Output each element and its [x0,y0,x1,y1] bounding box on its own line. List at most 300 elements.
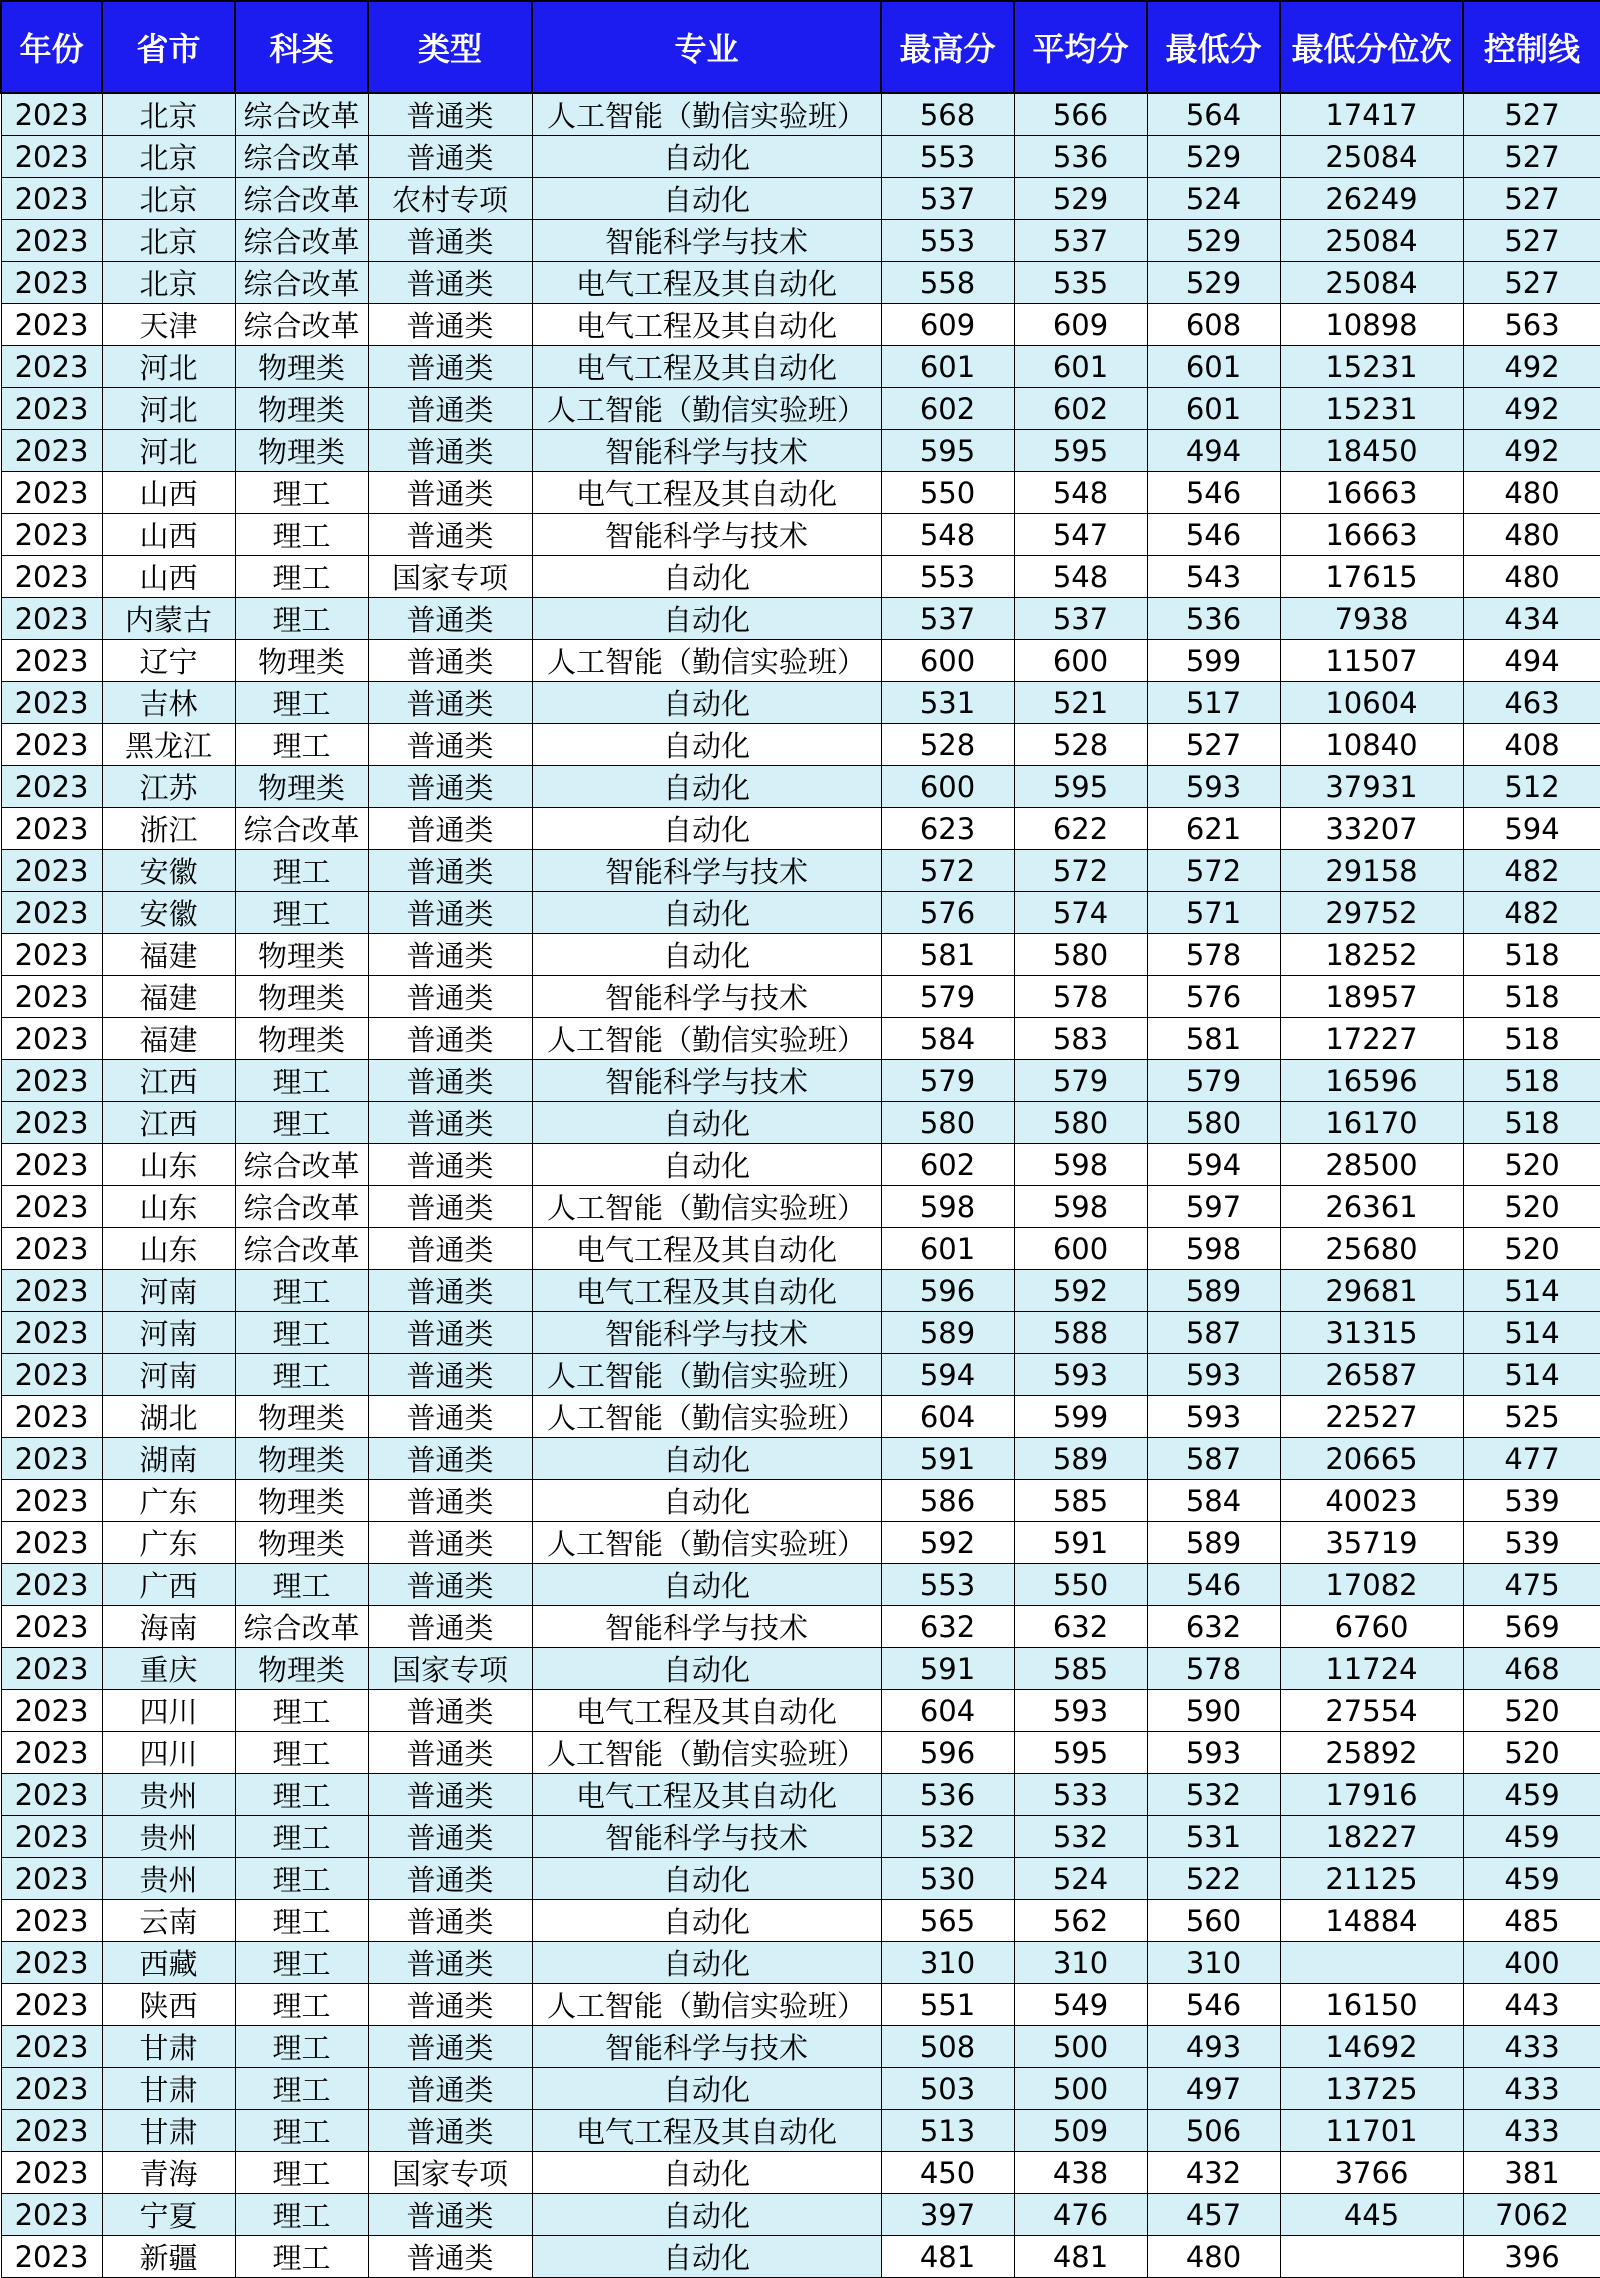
highest-score-cell: 551 [881,1984,1014,2026]
average-score-cell: 632 [1014,1606,1147,1648]
year-cell: 2023 [1,2110,102,2152]
province-cell: 陕西 [102,1984,235,2026]
year-cell: 2023 [1,2068,102,2110]
year-cell: 2023 [1,724,102,766]
province-cell: 四川 [102,1732,235,1774]
lowest-score-cell: 457 [1147,2194,1280,2236]
table-row [1,136,1600,178]
header-control-line: 控制线 [1463,1,1600,93]
highest-score-cell: 558 [881,262,1014,304]
control-line-cell: 381 [1463,2152,1600,2194]
control-line-cell: 434 [1463,598,1600,640]
lowest-rank-cell: 18252 [1280,934,1463,976]
average-score-cell: 549 [1014,1984,1147,2026]
lowest-score-cell: 564 [1147,93,1280,136]
header-year: 年份 [1,1,102,93]
control-line-cell: 477 [1463,1438,1600,1480]
highest-score-cell: 553 [881,556,1014,598]
control-line-cell: 443 [1463,1984,1600,2026]
table-row [1,2152,1600,2194]
control-line-cell: 468 [1463,1648,1600,1690]
type-cell: 普通类 [368,1900,532,1942]
average-score-cell: 537 [1014,598,1147,640]
type-cell: 普通类 [368,724,532,766]
major-cell: 电气工程及其自动化 [532,346,881,388]
lowest-rank-cell: 25084 [1280,262,1463,304]
type-cell: 国家专项 [368,1648,532,1690]
category-cell: 理工 [235,2152,368,2194]
highest-score-cell: 632 [881,1606,1014,1648]
highest-score-cell: 591 [881,1648,1014,1690]
lowest-score-cell: 632 [1147,1606,1280,1648]
province-cell: 北京 [102,93,235,136]
province-cell: 安徽 [102,892,235,934]
highest-score-cell: 591 [881,1438,1014,1480]
category-cell: 综合改革 [235,93,368,136]
table-row [1,1522,1600,1564]
average-score-cell: 532 [1014,1816,1147,1858]
highest-score-cell: 553 [881,220,1014,262]
highest-score-cell: 594 [881,1354,1014,1396]
year-cell: 2023 [1,934,102,976]
year-cell: 2023 [1,262,102,304]
table-row [1,1060,1600,1102]
major-cell: 自动化 [532,2194,881,2236]
province-cell: 江苏 [102,766,235,808]
table-row [1,2026,1600,2068]
major-cell: 自动化 [532,136,881,178]
province-cell: 河北 [102,388,235,430]
province-cell: 海南 [102,1606,235,1648]
control-line-cell: 518 [1463,1060,1600,1102]
lowest-score-cell: 593 [1147,1732,1280,1774]
average-score-cell: 524 [1014,1858,1147,1900]
year-cell: 2023 [1,640,102,682]
province-cell: 北京 [102,136,235,178]
province-cell: 安徽 [102,850,235,892]
lowest-rank-cell: 28500 [1280,1144,1463,1186]
control-line-cell: 433 [1463,2068,1600,2110]
year-cell: 2023 [1,682,102,724]
type-cell: 国家专项 [368,556,532,598]
highest-score-cell: 548 [881,514,1014,556]
type-cell: 普通类 [368,1396,532,1438]
lowest-rank-cell: 7938 [1280,598,1463,640]
lowest-rank-cell: 10840 [1280,724,1463,766]
lowest-score-cell: 621 [1147,808,1280,850]
highest-score-cell: 310 [881,1942,1014,1984]
province-cell: 福建 [102,976,235,1018]
highest-score-cell: 580 [881,1102,1014,1144]
lowest-score-cell: 546 [1147,514,1280,556]
major-cell: 电气工程及其自动化 [532,1270,881,1312]
province-cell: 北京 [102,220,235,262]
major-cell: 自动化 [532,1144,881,1186]
type-cell: 普通类 [368,1606,532,1648]
average-score-cell: 529 [1014,178,1147,220]
type-cell: 普通类 [368,934,532,976]
major-cell: 智能科学与技术 [532,430,881,472]
type-cell: 普通类 [368,1522,532,1564]
highest-score-cell: 602 [881,1144,1014,1186]
major-cell: 自动化 [532,2068,881,2110]
major-cell: 智能科学与技术 [532,2026,881,2068]
highest-score-cell: 601 [881,346,1014,388]
lowest-rank-cell: 20665 [1280,1438,1463,1480]
type-cell: 普通类 [368,1270,532,1312]
type-cell: 普通类 [368,220,532,262]
lowest-score-cell: 546 [1147,472,1280,514]
year-cell: 2023 [1,136,102,178]
type-cell: 农村专项 [368,178,532,220]
province-cell: 吉林 [102,682,235,724]
lowest-rank-cell: 13725 [1280,2068,1463,2110]
province-cell: 河南 [102,1354,235,1396]
lowest-rank-cell: 16150 [1280,1984,1463,2026]
year-cell: 2023 [1,2236,102,2278]
year-cell: 2023 [1,472,102,514]
year-cell: 2023 [1,598,102,640]
average-score-cell: 593 [1014,1690,1147,1732]
lowest-score-cell: 587 [1147,1312,1280,1354]
lowest-score-cell: 536 [1147,598,1280,640]
lowest-score-cell: 529 [1147,136,1280,178]
average-score-cell: 600 [1014,1228,1147,1270]
table-row [1,1816,1600,1858]
lowest-rank-cell: 17916 [1280,1774,1463,1816]
lowest-rank-cell: 22527 [1280,1396,1463,1438]
lowest-score-cell: 517 [1147,682,1280,724]
lowest-rank-cell: 37931 [1280,766,1463,808]
province-cell: 广东 [102,1522,235,1564]
lowest-score-cell: 584 [1147,1480,1280,1522]
major-cell: 智能科学与技术 [532,1060,881,1102]
year-cell: 2023 [1,976,102,1018]
control-line-cell: 520 [1463,1186,1600,1228]
year-cell: 2023 [1,93,102,136]
table-row [1,1396,1600,1438]
control-line-cell: 433 [1463,2110,1600,2152]
province-cell: 贵州 [102,1816,235,1858]
category-cell: 理工 [235,682,368,724]
category-cell: 物理类 [235,766,368,808]
highest-score-cell: 596 [881,1732,1014,1774]
lowest-rank-cell: 445 [1280,2194,1463,2236]
average-score-cell: 537 [1014,220,1147,262]
category-cell: 理工 [235,598,368,640]
category-cell: 综合改革 [235,262,368,304]
lowest-rank-cell: 18450 [1280,430,1463,472]
category-cell: 综合改革 [235,304,368,346]
lowest-rank-cell: 26361 [1280,1186,1463,1228]
lowest-rank-cell: 17615 [1280,556,1463,598]
average-score-cell: 579 [1014,1060,1147,1102]
highest-score-cell: 604 [881,1396,1014,1438]
year-cell: 2023 [1,1942,102,1984]
year-cell: 2023 [1,346,102,388]
lowest-rank-cell: 17082 [1280,1564,1463,1606]
lowest-score-cell: 589 [1147,1270,1280,1312]
lowest-score-cell: 310 [1147,1942,1280,1984]
major-cell: 自动化 [532,808,881,850]
lowest-score-cell: 580 [1147,1102,1280,1144]
highest-score-cell: 600 [881,640,1014,682]
major-cell: 自动化 [532,724,881,766]
table-row [1,1270,1600,1312]
control-line-cell: 512 [1463,766,1600,808]
year-cell: 2023 [1,1312,102,1354]
major-cell: 智能科学与技术 [532,976,881,1018]
lowest-rank-cell [1280,1942,1463,1984]
major-cell: 人工智能（勤信实验班） [532,93,881,136]
province-cell: 山东 [102,1228,235,1270]
province-cell: 甘肃 [102,2026,235,2068]
control-line-cell: 518 [1463,934,1600,976]
province-cell: 甘肃 [102,2068,235,2110]
table-row [1,1984,1600,2026]
category-cell: 理工 [235,724,368,766]
year-cell: 2023 [1,808,102,850]
header-lowest-score: 最低分 [1147,1,1280,93]
lowest-score-cell: 432 [1147,2152,1280,2194]
highest-score-cell: 596 [881,1270,1014,1312]
table-row [1,1900,1600,1942]
category-cell: 理工 [235,1816,368,1858]
control-line-cell: 463 [1463,682,1600,724]
highest-score-cell: 531 [881,682,1014,724]
table-row [1,2110,1600,2152]
year-cell: 2023 [1,1774,102,1816]
major-cell: 智能科学与技术 [532,1606,881,1648]
type-cell: 普通类 [368,304,532,346]
average-score-cell: 481 [1014,2236,1147,2278]
highest-score-cell: 592 [881,1522,1014,1564]
average-score-cell: 585 [1014,1648,1147,1690]
category-cell: 物理类 [235,1438,368,1480]
year-cell: 2023 [1,766,102,808]
table-row [1,1438,1600,1480]
table-row [1,976,1600,1018]
type-cell: 普通类 [368,1732,532,1774]
lowest-rank-cell: 11507 [1280,640,1463,682]
major-cell: 自动化 [532,1648,881,1690]
year-cell: 2023 [1,388,102,430]
average-score-cell: 609 [1014,304,1147,346]
category-cell: 理工 [235,2110,368,2152]
lowest-rank-cell [1280,2236,1463,2278]
lowest-score-cell: 576 [1147,976,1280,1018]
highest-score-cell: 481 [881,2236,1014,2278]
type-cell: 普通类 [368,598,532,640]
highest-score-cell: 553 [881,136,1014,178]
table-row [1,93,1600,136]
province-cell: 山西 [102,556,235,598]
table-row [1,304,1600,346]
lowest-rank-cell: 35719 [1280,1522,1463,1564]
lowest-rank-cell: 15231 [1280,346,1463,388]
lowest-score-cell: 531 [1147,1816,1280,1858]
category-cell: 理工 [235,2236,368,2278]
average-score-cell: 592 [1014,1270,1147,1312]
table-row [1,1354,1600,1396]
lowest-score-cell: 593 [1147,766,1280,808]
lowest-rank-cell: 18227 [1280,1816,1463,1858]
type-cell: 普通类 [368,1816,532,1858]
type-cell: 普通类 [368,2110,532,2152]
major-cell: 智能科学与技术 [532,1312,881,1354]
major-cell: 电气工程及其自动化 [532,472,881,514]
table-row [1,850,1600,892]
major-cell: 人工智能（勤信实验班） [532,1522,881,1564]
type-cell: 普通类 [368,1984,532,2026]
category-cell: 物理类 [235,346,368,388]
average-score-cell: 585 [1014,1480,1147,1522]
highest-score-cell: 586 [881,1480,1014,1522]
province-cell: 江西 [102,1060,235,1102]
province-cell: 江西 [102,1102,235,1144]
year-cell: 2023 [1,2152,102,2194]
province-cell: 新疆 [102,2236,235,2278]
average-score-cell: 500 [1014,2026,1147,2068]
highest-score-cell: 503 [881,2068,1014,2110]
table-row [1,514,1600,556]
highest-score-cell: 450 [881,2152,1014,2194]
category-cell: 物理类 [235,1522,368,1564]
year-cell: 2023 [1,1606,102,1648]
category-cell: 理工 [235,1564,368,1606]
type-cell: 普通类 [368,976,532,1018]
average-score-cell: 580 [1014,934,1147,976]
average-score-cell: 562 [1014,1900,1147,1942]
category-cell: 理工 [235,1900,368,1942]
table-body [1,93,1600,2278]
category-cell: 理工 [235,850,368,892]
control-line-cell: 459 [1463,1858,1600,1900]
major-cell: 人工智能（勤信实验班） [532,1396,881,1438]
lowest-score-cell: 522 [1147,1858,1280,1900]
category-cell: 理工 [235,1312,368,1354]
control-line-cell: 480 [1463,514,1600,556]
highest-score-cell: 589 [881,1312,1014,1354]
category-cell: 综合改革 [235,1144,368,1186]
header-average-score: 平均分 [1014,1,1147,93]
lowest-score-cell: 589 [1147,1522,1280,1564]
category-cell: 理工 [235,1774,368,1816]
major-cell: 自动化 [532,1900,881,1942]
type-cell: 普通类 [368,1480,532,1522]
lowest-score-cell: 529 [1147,220,1280,262]
average-score-cell: 593 [1014,1354,1147,1396]
lowest-rank-cell: 14692 [1280,2026,1463,2068]
lowest-rank-cell: 10898 [1280,304,1463,346]
province-cell: 河北 [102,430,235,472]
control-line-cell: 527 [1463,178,1600,220]
lowest-score-cell: 601 [1147,388,1280,430]
province-cell: 湖南 [102,1438,235,1480]
province-cell: 青海 [102,2152,235,2194]
highest-score-cell: 609 [881,304,1014,346]
lowest-score-cell: 560 [1147,1900,1280,1942]
highest-score-cell: 537 [881,178,1014,220]
lowest-rank-cell: 25084 [1280,220,1463,262]
control-line-cell: 527 [1463,262,1600,304]
table-row [1,1312,1600,1354]
category-cell: 理工 [235,1354,368,1396]
major-cell: 人工智能（勤信实验班） [532,1984,881,2026]
table-row [1,2068,1600,2110]
control-line-cell: 7062 [1463,2194,1600,2236]
average-score-cell: 535 [1014,262,1147,304]
lowest-rank-cell: 17227 [1280,1018,1463,1060]
type-cell: 普通类 [368,1942,532,1984]
highest-score-cell: 576 [881,892,1014,934]
table-row [1,178,1600,220]
average-score-cell: 533 [1014,1774,1147,1816]
lowest-rank-cell: 40023 [1280,1480,1463,1522]
lowest-rank-cell: 15231 [1280,388,1463,430]
major-cell: 自动化 [532,1858,881,1900]
lowest-rank-cell: 17417 [1280,93,1463,136]
lowest-score-cell: 524 [1147,178,1280,220]
year-cell: 2023 [1,1018,102,1060]
header-type: 类型 [368,1,532,93]
lowest-rank-cell: 16663 [1280,472,1463,514]
province-cell: 天津 [102,304,235,346]
category-cell: 理工 [235,1732,368,1774]
province-cell: 山西 [102,472,235,514]
province-cell: 河北 [102,346,235,388]
average-score-cell: 622 [1014,808,1147,850]
year-cell: 2023 [1,1354,102,1396]
lowest-score-cell: 494 [1147,430,1280,472]
type-cell: 普通类 [368,766,532,808]
major-cell: 自动化 [532,1480,881,1522]
province-cell: 西藏 [102,1942,235,1984]
control-line-cell: 485 [1463,1900,1600,1942]
table-row [1,346,1600,388]
province-cell: 河南 [102,1312,235,1354]
table-row [1,934,1600,976]
year-cell: 2023 [1,1732,102,1774]
control-line-cell: 527 [1463,220,1600,262]
major-cell: 电气工程及其自动化 [532,304,881,346]
province-cell: 山东 [102,1144,235,1186]
control-line-cell: 492 [1463,346,1600,388]
type-cell: 普通类 [368,472,532,514]
table-row [1,388,1600,430]
lowest-rank-cell: 26587 [1280,1354,1463,1396]
control-line-cell: 520 [1463,1690,1600,1732]
highest-score-cell: 528 [881,724,1014,766]
category-cell: 综合改革 [235,1186,368,1228]
control-line-cell: 518 [1463,1102,1600,1144]
lowest-rank-cell: 10604 [1280,682,1463,724]
control-line-cell: 518 [1463,1018,1600,1060]
average-score-cell: 500 [1014,2068,1147,2110]
lowest-rank-cell: 31315 [1280,1312,1463,1354]
highest-score-cell: 601 [881,1228,1014,1270]
highest-score-cell: 581 [881,934,1014,976]
table-row [1,1690,1600,1732]
major-cell: 自动化 [532,2152,881,2194]
type-cell: 普通类 [368,892,532,934]
average-score-cell: 547 [1014,514,1147,556]
year-cell: 2023 [1,1690,102,1732]
highest-score-cell: 532 [881,1816,1014,1858]
year-cell: 2023 [1,2026,102,2068]
category-cell: 物理类 [235,430,368,472]
lowest-score-cell: 543 [1147,556,1280,598]
